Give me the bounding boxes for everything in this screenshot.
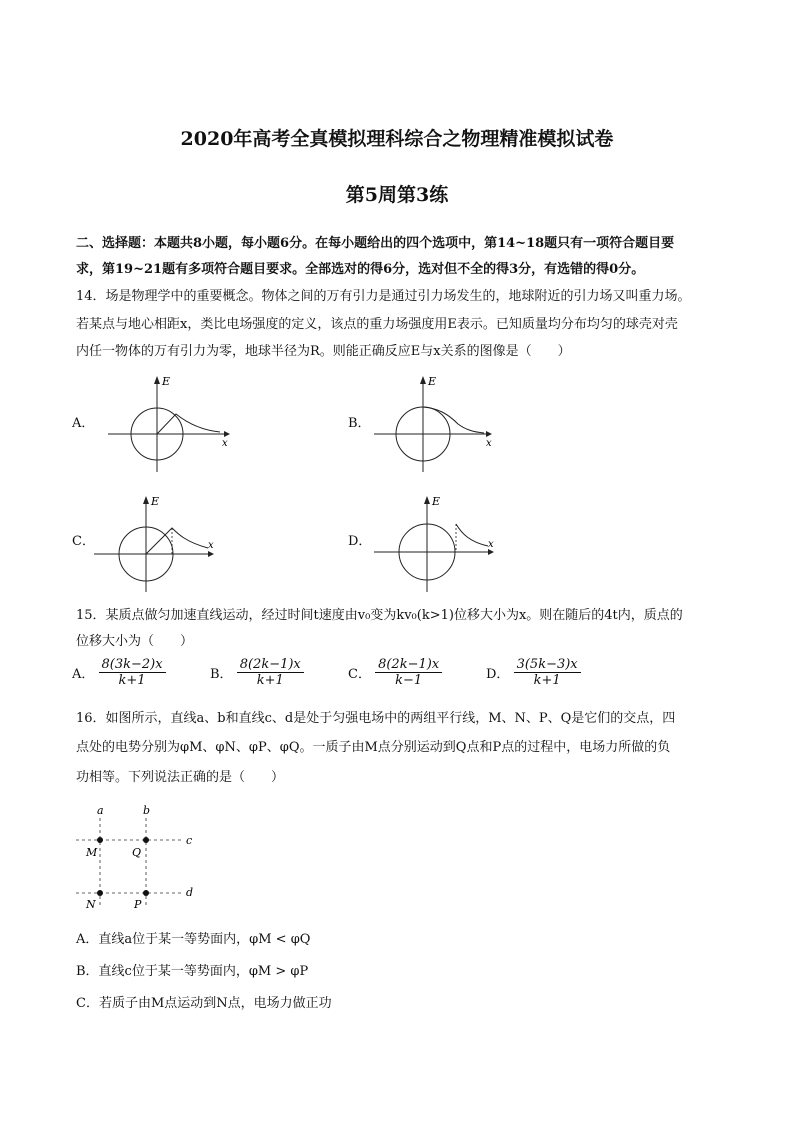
q16-text-line1: 16．如图所示，直线a、b和直线c、d是处于匀强电场中的两组平行线，M、N、P、Q是它们的交点，四 [76, 711, 676, 726]
q15-option-d-fraction [514, 657, 581, 688]
q16-text-line3: 功相等。下列说法正确的是（ ） [76, 770, 285, 785]
q15-option-d-den: k+1 [533, 673, 561, 688]
point-n-label: N [86, 898, 96, 911]
q15-option-b-num: 8(2k−1)x [237, 657, 304, 673]
q16-figure [70, 802, 210, 912]
point-p-label: P [134, 898, 142, 911]
q15-option-d-label: D． [486, 667, 510, 682]
q15-option-a-den: k+1 [118, 673, 146, 688]
q15-option-c-label: C． [348, 667, 371, 682]
q15-option-a-label: A． [72, 667, 95, 682]
line-c-label: c [186, 834, 193, 847]
line-d-label: d [186, 886, 194, 899]
page-subtitle: 第5周第3练 [345, 184, 449, 206]
q14-graph-c-y-label: E [151, 495, 160, 508]
section-instructions-line1: 二、选择题：本题共8小题，每小题6分。在每小题给出的四个选项中，第14~18题只有一项符合题目要 [76, 236, 675, 251]
q15-option-b-den: k+1 [256, 673, 284, 688]
q14-option-a-label: A． [72, 416, 95, 431]
q15-option-b-label: B． [210, 667, 233, 682]
q14-graph-c-x-label: x [208, 540, 214, 551]
point-q-label: Q [132, 846, 142, 859]
page-title: 2020年高考全真模拟理科综合之物理精准模拟试卷 [180, 128, 614, 150]
q14-graph-d-x-label: x [488, 539, 494, 550]
q15-option-a-num: 8(3k−2)x [99, 657, 166, 673]
q16-option-b: B．直线c位于某一等势面内，φM > φP [76, 964, 309, 979]
q14-graph-b [368, 372, 508, 477]
q14-graph-a [100, 372, 240, 477]
q14-option-d-label: D． [348, 534, 372, 549]
q14-text-line1: 14．场是物理学中的重要概念。物体之间的万有引力是通过引力场发生的，地球附近的引力场又叫重力场。 [76, 289, 691, 304]
q15-option-a [72, 657, 166, 688]
q14-option-b-label: B． [348, 416, 371, 431]
q14-graph-a-x-label: x [222, 438, 228, 449]
q15-option-d-num: 3(5k−3)x [514, 657, 581, 673]
q14-graph-b-y-label: E [428, 375, 437, 388]
line-a-label: a [97, 804, 104, 817]
q14-option-c-label: C． [72, 534, 95, 549]
q15-option-c [348, 657, 442, 688]
q16-option-c: C．若质子由M点运动到N点，电场力做正功 [76, 996, 332, 1011]
q15-option-b [210, 657, 304, 688]
q14-graph-b-x-label: x [486, 438, 492, 449]
q15-text-line2: 位移大小为（ ） [76, 634, 194, 649]
q14-text-line3: 内任一物体的万有引力为零，地球半径为R。则能正确反应E与x关系的图像是（ ） [76, 344, 571, 359]
section-instructions-line2: 求，第19~21题有多项符合题目要求。全部选对的得6分，选对但不全的得3分，有选错的得0分。 [76, 262, 645, 277]
q14-graph-d [370, 492, 510, 597]
q14-graph-d-y-label: E [432, 495, 441, 508]
q14-graph-a-y-label: E [162, 375, 171, 388]
q15-option-a-fraction [99, 657, 166, 688]
q15-option-c-fraction [375, 657, 442, 688]
point-m-label: M [86, 846, 98, 859]
q15-option-b-fraction [237, 657, 304, 688]
q15-option-c-num: 8(2k−1)x [375, 657, 442, 673]
q14-graph-c [90, 492, 230, 597]
line-b-label: b [143, 804, 151, 817]
q16-text-line2: 点处的电势分别为φM、φN、φP、φQ。一质子由M点分别运动到Q点和P点的过程中，电场力所做的负 [76, 740, 671, 755]
q14-text-line2: 若某点与地心相距x，类比电场强度的定义，该点的重力场强度用E表示。已知质量均分布均匀的球壳对壳 [76, 317, 678, 332]
q16-option-a: A．直线a位于某一等势面内，φM < φQ [76, 932, 311, 947]
q15-option-c-den: k−1 [395, 673, 423, 688]
q15-option-d [486, 657, 581, 688]
q15-text-line1: 15．某质点做匀加速直线运动，经过时间t速度由v₀变为kv₀(k>1)位移大小为x。则在随后的4t内，质点的 [76, 608, 683, 623]
